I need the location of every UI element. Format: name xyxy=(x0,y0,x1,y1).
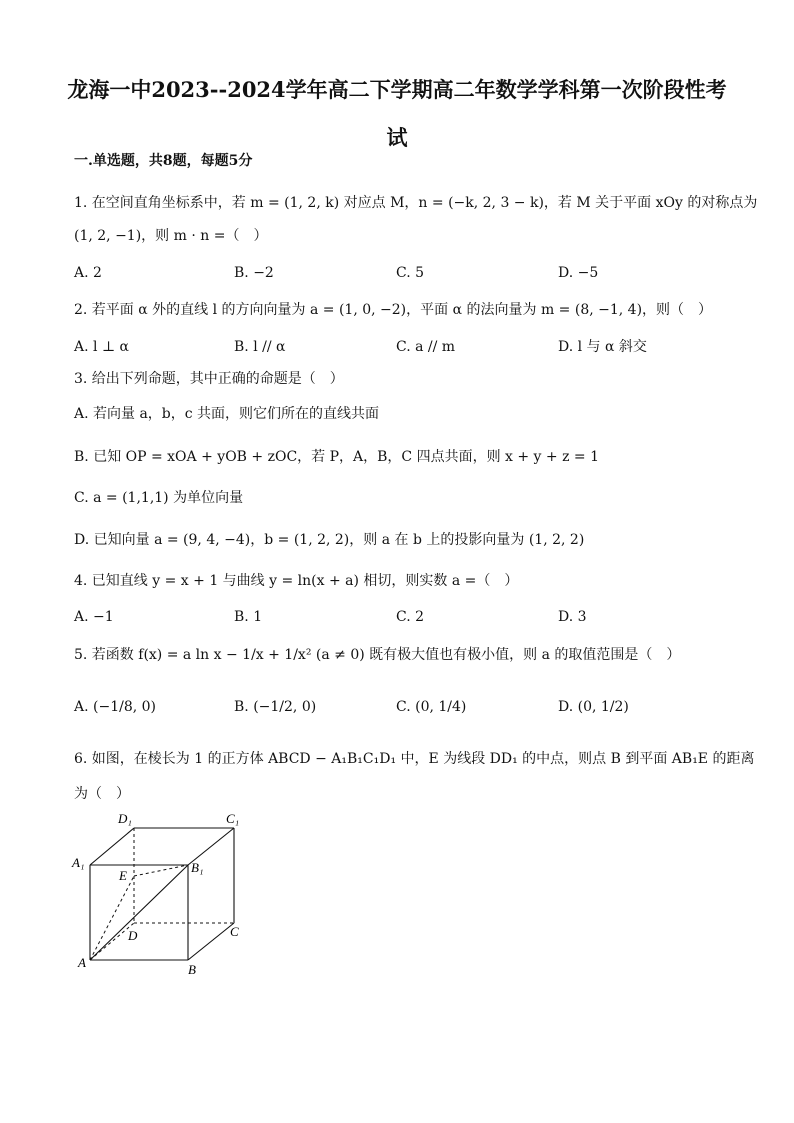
q1-option-a: A. 2 xyxy=(74,265,102,281)
q4-option-c: C. 2 xyxy=(396,609,425,625)
q3-option-d: D. 已知向量 a = (9, 4, −4)，b = (1, 2, 2)，则 a 在 b 上的投影向量为 (1, 2, 2) xyxy=(74,532,585,548)
q3-option-a: A. 若向量 a，b，c 共面，则它们所在的直线共面 xyxy=(74,406,380,422)
q2-option-a: A. l ⊥ α xyxy=(74,339,130,355)
q5-option-a: A. (−1/8, 0) xyxy=(74,699,157,715)
q4-option-a: A. −1 xyxy=(74,609,114,625)
edge-b-c xyxy=(188,923,234,960)
label-d: D xyxy=(128,928,138,943)
q1-stem-cont: (1, 2, −1)，则 m · n =（ ） xyxy=(74,228,268,244)
q1-option-d: D. −5 xyxy=(558,265,599,281)
cube-figure xyxy=(70,810,250,980)
q2-option-d: D. l 与 α 斜交 xyxy=(558,339,647,355)
q3-option-b: B. 已知 OP = xOA + yOB + zOC，若 P，A，B，C 四点共面，则 x + y + z = 1 xyxy=(74,449,600,465)
label-b: B xyxy=(188,962,196,977)
label-b1: B₁ xyxy=(191,860,204,875)
q1-stem: 1. 在空间直角坐标系中，若 m = (1, 2, k) 对应点 M，n = (−k, 2, 3 − k)，若 M 关于平面 xOy 的对称点为 xyxy=(74,195,758,211)
cube-diagram xyxy=(70,810,250,980)
q5-option-d: D. (0, 1/2) xyxy=(558,699,629,715)
q2-option-b: B. l // α xyxy=(234,339,286,355)
q1-option-c: C. 5 xyxy=(396,265,425,281)
segment-a-e xyxy=(90,876,134,960)
q4-option-b: B. 1 xyxy=(234,609,263,625)
q5-option-b: B. (−1/2, 0) xyxy=(234,699,317,715)
page-title xyxy=(40,66,754,162)
q5-option-c: C. (0, 1/4) xyxy=(396,699,467,715)
q6-stem: 6. 如图，在棱长为 1 的正方体 ABCD − A₁B₁C₁D₁ 中，E 为线段 DD₁ 的中点，则点 B 到平面 AB₁E 的距离 xyxy=(74,751,755,767)
title-line-1: 龙海一中2023--2024学年高二下学期高二年数学学科第一次阶段性考 xyxy=(67,77,727,102)
q2-stem: 2. 若平面 α 外的直线 l 的方向向量为 a = (1, 0, −2)，平面 α 的法向量为 m = (8, −1, 4)，则（ ） xyxy=(74,302,713,318)
label-c1: C₁ xyxy=(226,811,240,826)
q2-option-c: C. a // m xyxy=(396,339,456,355)
q3-stem: 3. 给出下列命题，其中正确的命题是（ ） xyxy=(74,371,344,387)
q5-stem: 5. 若函数 f(x) = a ln x − 1/x + 1/x² (a ≠ 0) 既有极大值也有极小值，则 a 的取值范围是（ ） xyxy=(74,647,681,663)
segment-e-b1 xyxy=(134,865,188,876)
q4-option-d: D. 3 xyxy=(558,609,587,625)
q1-option-b: B. −2 xyxy=(234,265,274,281)
q6-stem-cont: 为（ ） xyxy=(74,786,130,802)
label-a1: A₁ xyxy=(72,855,85,870)
edge-d1-a1 xyxy=(90,828,134,865)
label-d1: D₁ xyxy=(118,811,132,826)
segment-a-b1 xyxy=(90,865,188,960)
title-line-2: 试 xyxy=(386,125,408,150)
section-heading: 一.单选题，共8题，每题5分 xyxy=(74,153,253,169)
label-e: E xyxy=(119,868,127,883)
q4-stem: 4. 已知直线 y = x + 1 与曲线 y = ln(x + a) 相切，则实数 a =（ ） xyxy=(74,573,519,589)
label-c: C xyxy=(230,924,239,939)
q3-option-c: C. a = (1,1,1) 为单位向量 xyxy=(74,490,244,506)
label-a: A xyxy=(78,955,86,970)
